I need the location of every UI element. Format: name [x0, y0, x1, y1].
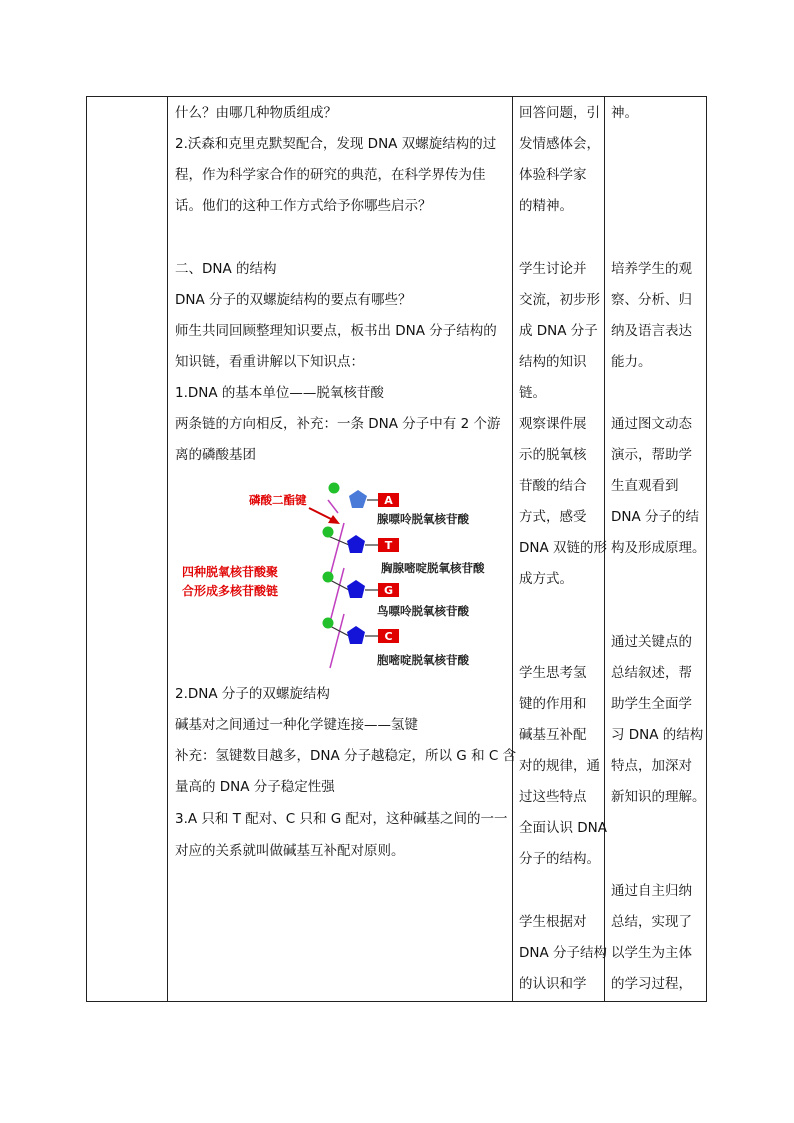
text-line: 程，作为科学家合作的研究的典范，在科学界传为佳: [175, 167, 486, 183]
arrow-line: [309, 508, 333, 520]
nucleotide-name: 胞嘧啶脱氧核苷酸: [377, 653, 469, 667]
student-activity-column: [513, 96, 608, 1002]
text-line: 的精神。: [519, 198, 573, 214]
base-letter: C: [384, 630, 393, 643]
text-line: 量高的 DNA 分子稳定性强: [175, 779, 335, 795]
text-line: 3.A 只和 T 配对、C 只和 G 配对，这种碱基之间的一一: [175, 811, 508, 827]
text-line: 通过自主归纳: [611, 883, 692, 899]
text-line: 对应的关系就叫做碱基互补配对原则。: [175, 843, 405, 859]
text-line: 离的磷酸基团: [175, 447, 256, 463]
text-line: 习 DNA 的结构: [611, 727, 704, 743]
text-line: 新知识的理解。: [611, 789, 706, 805]
text-line: 总结，实现了: [611, 914, 692, 930]
text-line: 方式，感受: [519, 509, 587, 525]
phosphate-circle: [323, 527, 334, 538]
text-line: 苷酸的结合: [519, 478, 587, 494]
phosphate-circle: [329, 483, 340, 494]
base-letter: T: [384, 539, 393, 552]
backbone-segments: [328, 500, 344, 668]
text-line: 发情感体会，: [519, 136, 600, 152]
text-line: 示的脱氧核: [519, 447, 587, 463]
text-line: DNA 分子的双螺旋结构的要点有哪些？: [175, 292, 412, 308]
text-line: 助学生全面学: [611, 696, 692, 712]
text-line: 结构的知识: [519, 354, 587, 370]
text-line: 什么？由哪几种物质组成？: [175, 105, 337, 121]
text-line: 能力。: [611, 354, 652, 370]
text-line: 交流，初步形: [519, 292, 600, 308]
text-line: 成 DNA 分子: [519, 323, 598, 339]
text-line: 知识链，看重讲解以下知识点：: [175, 354, 364, 370]
text-line: 以学生为主体: [611, 945, 692, 961]
text-line: 过这些特点: [519, 789, 587, 805]
text-line: 碱基对之间通过一种化学键连接——氢键: [175, 717, 418, 733]
nucleotide-name: 腺嘌呤脱氧核苷酸: [377, 512, 469, 526]
deoxyribose-sugars: [347, 490, 367, 644]
sugar-pentagon: [347, 626, 365, 644]
bond-label: 磷酸二酯键: [249, 493, 307, 507]
text-line: 的学习过程，: [611, 976, 692, 992]
text-line: 纳及语言表达: [611, 323, 692, 339]
text-line: 学生讨论并: [519, 261, 587, 277]
section-heading: 二、DNA 的结构: [175, 261, 277, 277]
polymer-label-line: 四种脱氧核苷酸聚: [182, 565, 279, 579]
text-line: 通过关键点的: [611, 634, 692, 650]
design-intent-column: [605, 96, 707, 1002]
text-line: 通过图文动态: [611, 416, 692, 432]
nucleotide-chain-diagram: [172, 478, 502, 674]
text-line: 对的规律，通: [519, 758, 600, 774]
text-line: 全面认识 DNA: [519, 820, 608, 836]
polymer-label-line: 合形成多核苷酸链: [182, 584, 279, 598]
text-line: DNA 分子结构: [519, 945, 608, 961]
text-line: 1.DNA 的基本单位——脱氧核苷酸: [175, 385, 384, 401]
nucleotide-name: 鸟嘌呤脱氧核苷酸: [377, 604, 469, 618]
text-line: 体验科学家: [519, 167, 587, 183]
text-line: 链。: [519, 385, 546, 401]
text-line: 碱基互补配: [519, 727, 587, 743]
text-line: 生直观看到: [611, 478, 679, 494]
text-line: 两条链的方向相反，补充：一条 DNA 分子中有 2 个游: [175, 416, 501, 432]
text-line: 学生根据对: [519, 914, 587, 930]
text-line: 补充：氢键数目越多，DNA 分子越稳定，所以 G 和 C 含: [175, 748, 517, 764]
text-line: 键的作用和: [519, 696, 587, 712]
text-line: 2.DNA 分子的双螺旋结构: [175, 686, 330, 702]
text-line: 学生思考氢: [519, 665, 587, 681]
sugar-pentagon: [347, 535, 365, 553]
text-line: 的认识和学: [519, 976, 587, 992]
text-line: DNA 双链的形: [519, 540, 608, 556]
text-line: 观察课件展: [519, 416, 587, 432]
text-line: 分子的结构。: [519, 851, 600, 867]
text-line: 总结叙述，帮: [611, 665, 692, 681]
text-line: 培养学生的观: [611, 261, 692, 277]
text-line: 构及形成原理。: [611, 540, 706, 556]
text-line: DNA 分子的结: [611, 509, 700, 525]
text-line: 特点，加深对: [611, 758, 692, 774]
text-line: 察、分析、归: [611, 292, 692, 308]
sugar-pentagon: [349, 490, 367, 508]
backbone-segment: [328, 500, 338, 513]
phosphate-circle: [323, 618, 334, 629]
nucleotide-name: 胸腺嘧啶脱氧核苷酸: [381, 561, 485, 575]
phosphate-circle: [323, 572, 334, 583]
text-line: 话。他们的这种工作方式给予你哪些启示？: [175, 198, 432, 214]
text-line: 演示，帮助学: [611, 447, 692, 463]
text-line: 回答问题，引: [519, 105, 600, 121]
sugar-pentagon: [347, 580, 365, 598]
text-line: 师生共同回顾整理知识要点，板书出 DNA 分子结构的: [175, 323, 497, 339]
text-line: 神。: [611, 105, 638, 121]
text-line: 成方式。: [519, 571, 573, 587]
base-letter: A: [384, 494, 393, 507]
text-line: 2.沃森和克里克默契配合，发现 DNA 双螺旋结构的过: [175, 136, 497, 152]
base-letter: G: [383, 584, 394, 597]
